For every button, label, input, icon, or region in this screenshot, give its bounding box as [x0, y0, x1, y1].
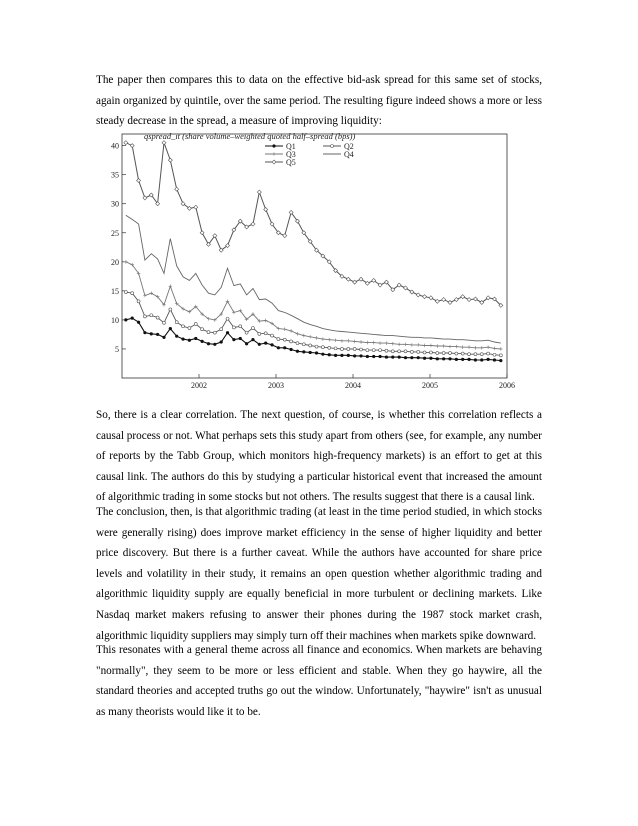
data-point	[296, 350, 299, 353]
data-point	[143, 294, 147, 298]
data-point	[404, 356, 407, 359]
x-tick-label: 2003	[268, 381, 284, 390]
data-point	[353, 340, 357, 344]
data-point	[436, 357, 439, 360]
data-point	[251, 327, 254, 330]
data-point	[455, 358, 458, 361]
data-point	[359, 354, 362, 357]
data-point	[308, 335, 312, 339]
data-point	[162, 321, 165, 324]
data-point	[353, 347, 356, 350]
data-point	[467, 358, 470, 361]
data-point	[461, 352, 464, 355]
data-point	[448, 357, 451, 360]
data-point	[372, 341, 376, 345]
data-point	[258, 343, 261, 346]
data-point	[328, 353, 331, 356]
data-point	[201, 340, 204, 343]
data-point	[264, 208, 268, 212]
data-point	[289, 348, 292, 351]
data-point	[360, 348, 363, 351]
data-point	[331, 145, 334, 148]
data-point	[321, 353, 324, 356]
data-point	[156, 316, 159, 319]
data-point	[448, 300, 452, 304]
data-point	[340, 339, 344, 343]
data-point	[290, 340, 293, 343]
data-point	[435, 299, 439, 303]
data-point	[391, 355, 394, 358]
data-point	[226, 331, 229, 334]
data-point	[347, 347, 350, 350]
series-line-q5	[126, 143, 501, 306]
legend-entry-q5	[265, 158, 296, 167]
data-point	[468, 353, 471, 356]
y-tick-label: 40	[111, 141, 119, 151]
data-point	[321, 346, 324, 349]
data-point	[150, 314, 153, 317]
data-point	[251, 338, 254, 341]
data-point	[131, 292, 134, 295]
data-point	[264, 342, 267, 345]
x-tick-label: 2006	[499, 381, 515, 390]
data-point	[410, 343, 414, 347]
data-point	[474, 346, 478, 350]
data-point	[480, 358, 483, 361]
data-point	[487, 352, 490, 355]
data-point	[272, 144, 275, 147]
chart-legend	[265, 142, 354, 167]
data-point	[385, 349, 388, 352]
x-tick-label: 2002	[191, 381, 207, 390]
data-point	[499, 347, 503, 351]
series-line-q4	[126, 215, 501, 343]
data-point	[378, 355, 381, 358]
data-point	[334, 338, 338, 342]
data-point	[213, 343, 216, 346]
data-point	[461, 295, 465, 299]
data-point	[131, 317, 134, 320]
data-point	[137, 178, 141, 182]
legend-label: Q5	[286, 158, 296, 167]
legend-label: Q2	[344, 142, 354, 151]
data-point	[499, 359, 502, 362]
data-point	[175, 187, 179, 191]
data-point	[124, 291, 127, 294]
data-point	[272, 152, 276, 156]
data-point	[220, 340, 223, 343]
data-point	[162, 141, 166, 145]
data-point	[353, 354, 356, 357]
data-point	[423, 295, 427, 299]
data-point	[143, 315, 146, 318]
data-point	[378, 341, 382, 345]
data-point	[442, 352, 445, 355]
data-point	[226, 317, 229, 320]
data-point	[404, 350, 407, 353]
data-point	[398, 350, 401, 353]
data-point	[200, 231, 204, 235]
data-point	[429, 351, 432, 354]
data-point	[366, 349, 369, 352]
data-point	[423, 344, 427, 348]
data-point	[410, 356, 413, 359]
data-point	[474, 358, 477, 361]
data-point	[487, 358, 490, 361]
data-point	[277, 338, 280, 341]
data-point	[137, 321, 140, 324]
legend-entry-q4	[323, 150, 354, 159]
data-point	[480, 353, 483, 356]
data-point	[220, 328, 223, 331]
data-point	[296, 342, 299, 345]
data-point	[264, 332, 267, 335]
chart-title: qspread_it (share volume–weighted quoted half–spread (bps))	[144, 131, 356, 141]
data-point	[372, 355, 375, 358]
data-point	[436, 352, 439, 355]
data-point	[321, 337, 325, 341]
data-point	[474, 353, 477, 356]
data-point	[149, 291, 153, 295]
data-point	[391, 350, 394, 353]
data-point	[226, 300, 230, 304]
data-point	[499, 354, 502, 357]
data-point	[156, 333, 159, 336]
data-point	[340, 347, 343, 350]
data-point	[124, 141, 128, 145]
data-point	[429, 344, 433, 348]
data-point	[143, 196, 147, 200]
data-point	[315, 345, 318, 348]
data-point	[175, 335, 178, 338]
data-point	[334, 347, 337, 350]
data-point	[404, 343, 408, 347]
data-point	[251, 222, 255, 226]
data-point	[340, 354, 343, 357]
data-point	[245, 331, 248, 334]
paragraph-conclusion: The conclusion, then, is that algorithmic trading (at least in the time period studied, in which stocks were generally rising) does improve market efficiency in the sense of higher liquidity and better price discovery. But there is a further caveat. While the authors have accounted for share price levels and volatility in their study, it remains an open question whether algorithmic trading and algorithmic liquidity supply are equally beneficial in more turbulent or declining markets. Like Nasdaq market makers refusing to answer their phones during the 1987 stock market crash, algorithmic liquidity suppliers may simply turn off their machines when markets spike downward.	[96, 506, 542, 642]
data-point	[397, 343, 401, 347]
data-point	[461, 345, 465, 349]
data-point	[442, 298, 446, 302]
x-tick-label: 2004	[345, 381, 361, 390]
data-point	[245, 342, 248, 345]
data-point	[188, 327, 191, 330]
data-point	[467, 345, 471, 349]
data-point	[309, 344, 312, 347]
data-point	[346, 277, 350, 281]
data-point	[467, 298, 471, 302]
data-point	[461, 358, 464, 361]
data-point	[188, 339, 191, 342]
data-point	[124, 318, 127, 321]
data-point	[283, 327, 287, 331]
data-point	[366, 341, 370, 345]
data-point	[398, 355, 401, 358]
series-q5	[124, 141, 503, 308]
data-point	[175, 321, 178, 324]
data-point	[448, 352, 451, 355]
data-point	[150, 332, 153, 335]
legend-label: Q1	[286, 142, 296, 151]
data-point	[232, 338, 235, 341]
y-tick-label: 20	[111, 257, 119, 267]
data-point	[207, 331, 210, 334]
data-point	[194, 205, 198, 209]
data-point	[410, 350, 413, 353]
y-tick-label: 10	[111, 315, 119, 325]
data-point	[391, 342, 395, 346]
data-point	[429, 357, 432, 360]
data-point	[480, 346, 484, 350]
data-point	[435, 344, 439, 348]
data-point	[315, 351, 318, 354]
data-point	[455, 345, 459, 349]
data-point	[283, 346, 286, 349]
data-point	[493, 353, 496, 356]
data-point	[143, 331, 146, 334]
legend-label: Q3	[286, 150, 296, 159]
data-point	[454, 298, 458, 302]
data-point	[181, 337, 184, 340]
data-point	[353, 280, 357, 284]
data-point	[271, 334, 274, 337]
data-point	[182, 325, 185, 328]
x-tick-label: 2005	[422, 381, 438, 390]
data-point	[315, 336, 319, 340]
data-point	[442, 357, 445, 360]
data-point	[416, 343, 420, 347]
data-point	[417, 350, 420, 353]
data-point	[423, 351, 426, 354]
data-point	[283, 338, 286, 341]
data-point	[347, 339, 351, 343]
plot-frame	[122, 134, 507, 378]
data-point	[302, 334, 306, 338]
series-q4	[126, 215, 501, 343]
data-point	[302, 350, 305, 353]
spread-chart	[100, 128, 520, 390]
data-point	[347, 354, 350, 357]
data-point	[366, 355, 369, 358]
y-tick-label: 35	[111, 170, 119, 180]
series-layer	[124, 141, 503, 362]
paragraph-theme: This resonates with a general theme across all finance and economics. When markets are behaving "normally", they seem to be more or less efficient and stable. When they go haywire, all the standard theories and accepted truths go out the window. Unfortunately, "haywire" isn't as unusual as many theorists would like it to be.	[96, 644, 542, 718]
data-point	[493, 358, 496, 361]
data-point	[296, 332, 300, 336]
data-point	[124, 260, 128, 264]
data-point	[169, 327, 172, 330]
data-point	[416, 293, 420, 297]
paragraph-correlation: So, there is a clear correlation. The next question, of course, is whether this correlation reflects a causal process or not. What perhaps sets this study apart from others (see, for example, any number of reports by the Tabb Group, which monitors high-frequency markets) is an effort to get at this causal link. The authors do this by studying a particular historical event that increased the amount of algorithmic trading in some stocks but not others. The results suggest that there is a causal link.	[96, 409, 542, 504]
data-point	[486, 345, 490, 349]
data-point	[448, 345, 452, 349]
data-point	[473, 297, 477, 301]
data-point	[442, 344, 446, 348]
data-point	[194, 337, 197, 340]
data-point	[379, 349, 382, 352]
data-point	[289, 329, 293, 333]
data-point	[277, 346, 280, 349]
data-point	[169, 284, 173, 288]
data-point	[493, 347, 497, 351]
data-point	[417, 356, 420, 359]
data-point	[232, 326, 235, 329]
data-point	[385, 341, 389, 345]
paragraph-intro: The paper then compares this to data on the effective bid-ask spread for this same set of stocks, again organized by quintile, over the same period. The resulting figure indeed shows a more or less steady decrease in the spread, a measure of improving liquidity:	[96, 74, 542, 128]
data-point	[207, 342, 210, 345]
data-point	[372, 349, 375, 352]
y-tick-label: 25	[111, 228, 119, 238]
data-point	[264, 319, 268, 323]
y-tick-label: 15	[111, 286, 119, 296]
data-point	[258, 332, 261, 335]
data-point	[162, 336, 165, 339]
data-point	[169, 308, 172, 311]
data-point	[334, 354, 337, 357]
data-point	[270, 343, 273, 346]
data-point	[455, 352, 458, 355]
data-point	[257, 190, 261, 194]
y-tick-label: 5	[115, 344, 119, 354]
data-point	[423, 357, 426, 360]
data-point	[302, 343, 305, 346]
data-point	[137, 300, 140, 303]
data-point	[328, 346, 331, 349]
data-point	[272, 160, 276, 164]
data-point	[194, 322, 197, 325]
legend-label: Q4	[344, 150, 354, 159]
data-point	[309, 351, 312, 354]
data-point	[359, 340, 363, 344]
data-point	[385, 355, 388, 358]
data-point	[283, 234, 287, 238]
y-tick-label: 30	[111, 199, 119, 209]
data-point	[239, 337, 242, 340]
data-point	[239, 325, 242, 328]
data-point	[327, 338, 331, 342]
data-point	[429, 296, 433, 300]
data-point	[130, 144, 134, 148]
data-point	[168, 158, 172, 162]
data-point	[201, 328, 204, 331]
data-point	[213, 331, 216, 334]
